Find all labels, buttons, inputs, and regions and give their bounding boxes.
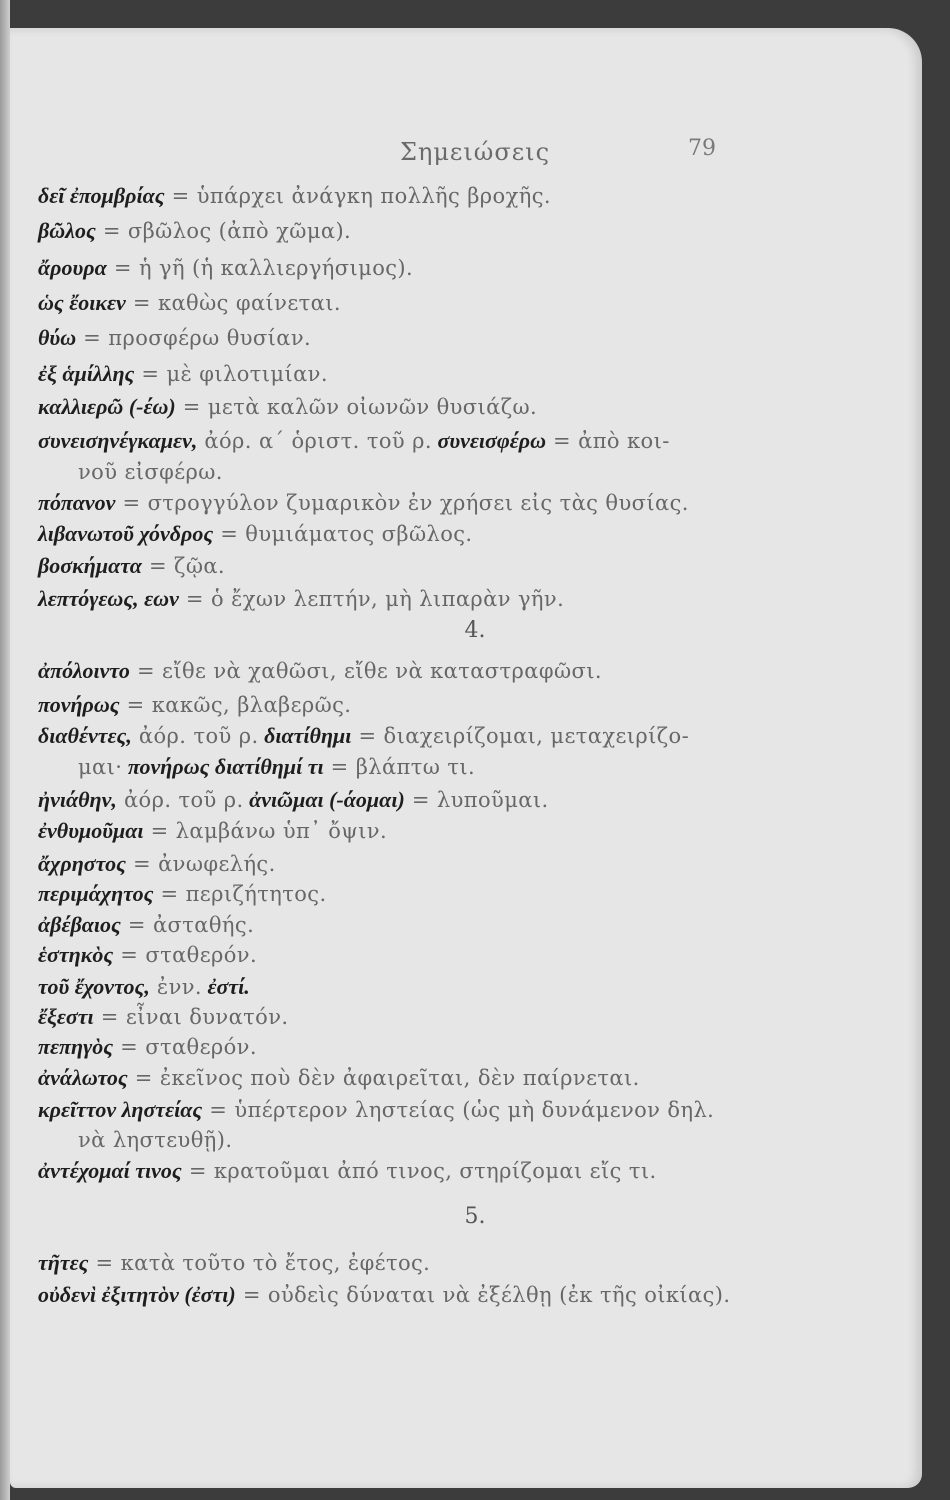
- entry-term: ἠνιάθην,: [38, 787, 117, 812]
- entry-definition: = μὲ φιλοτιμίαν.: [134, 362, 328, 386]
- section-number: 5.: [464, 1204, 486, 1229]
- glossary-entry: [38, 426, 670, 456]
- entry-definition: ἀόρ. α΄ ὁριστ. τοῦ ρ.: [197, 429, 432, 453]
- entry-definition: = διαχειρίζομαι, μεταχειρίζο-: [351, 724, 690, 748]
- entry-continuation: [78, 752, 475, 782]
- entry-definition: = στρογγύλον ζυμαρικὸν ἐν χρήσει εἰς τὰς θυσίας.: [115, 491, 689, 515]
- entry-definition: = οὐδεὶς δύναται νὰ ἐξέλθῃ (ἐκ τῆς οἰκίας).: [235, 1283, 731, 1307]
- entry-definition: = ἐκεῖνος ποὺ δὲν ἀφαιρεῖται, δὲν παίρνεται.: [127, 1066, 640, 1090]
- entry-definition: = ἀπὸ κοι-: [545, 429, 670, 453]
- entry-definition: = σταθερόν.: [113, 943, 258, 967]
- glossary-entry: [38, 1248, 430, 1278]
- glossary-entry: [38, 816, 387, 846]
- glossary-entry: [38, 1156, 657, 1186]
- glossary-entry: [38, 1063, 640, 1093]
- entry-definition: = εἶναι δυνατόν.: [93, 1005, 289, 1029]
- entry-definition: = κρατοῦμαι ἀπό τινος, στηρίζομαι εἴς τι.: [181, 1159, 657, 1183]
- entry-definition: = ἡ γῆ (ἡ καλλιεργήσιμος).: [106, 256, 414, 280]
- glossary-entry: [38, 1032, 257, 1062]
- entry-continuation: [78, 457, 223, 487]
- glossary-entry: [38, 392, 537, 422]
- entry-term: ἄρουρα: [38, 255, 107, 280]
- glossary-entry: [38, 690, 351, 720]
- section-number: 4.: [464, 618, 486, 643]
- glossary-entry: [38, 323, 311, 353]
- glossary-entry: [38, 551, 225, 581]
- glossary-entry: [38, 940, 257, 970]
- entry-definition: = εἴθε νὰ χαθῶσι, εἴθε νὰ καταστραφῶσι.: [129, 659, 602, 683]
- entry-continuation: [78, 1125, 232, 1155]
- entry-term: καλλιερῶ (-έω): [38, 394, 176, 419]
- glossary-entry: [38, 216, 351, 246]
- entry-definition: ἐνν.: [149, 975, 202, 999]
- glossary-entry: [38, 849, 276, 879]
- entry-definition: = προσφέρω θυσίαν.: [76, 326, 312, 350]
- glossary-entry: [38, 253, 413, 283]
- entry-term: θύω: [38, 325, 77, 350]
- glossary-entry: [38, 1095, 714, 1125]
- page-edge-shadow: [0, 0, 10, 1500]
- entry-definition: μαι·: [78, 755, 123, 779]
- entry-definition: = περιζήτητος.: [153, 882, 327, 906]
- glossary-entry: [38, 910, 254, 940]
- entry-definition: νὰ ληστευθῇ).: [78, 1128, 233, 1152]
- glossary-entry: [38, 785, 549, 815]
- entry-term: ἄχρηστος: [38, 851, 126, 876]
- entry-term: λιβανωτοῦ χόνδρος: [38, 521, 214, 546]
- entry-term: κρεῖττον ληστείας: [38, 1097, 203, 1122]
- entry-term: συνεισφέρω: [431, 428, 546, 453]
- entry-term: τῆτες: [38, 1250, 89, 1275]
- entry-term: ἀνιῶμαι (-άομαι): [243, 787, 405, 812]
- entry-term: βῶλος: [38, 218, 96, 243]
- entry-term: πονήρως: [38, 692, 120, 717]
- entry-definition: νοῦ εἰσφέρω.: [78, 460, 223, 484]
- glossary-entry: [38, 584, 564, 614]
- entry-term: πόπανον: [38, 490, 116, 515]
- entry-definition: = λαμβάνω ὑπ᾿ ὄψιν.: [143, 819, 388, 843]
- glossary-entry: [38, 1002, 288, 1032]
- glossary-entry: [38, 879, 327, 909]
- entry-term: ἐνθυμοῦμαι: [38, 818, 144, 843]
- entry-term: ἀντέχομαί τινος: [38, 1158, 182, 1183]
- entry-definition: = μετὰ καλῶν οἰωνῶν θυσιάζω.: [175, 395, 538, 419]
- glossary-entry: [38, 288, 341, 318]
- entry-definition: = ἀνωφελής.: [125, 852, 276, 876]
- entry-definition: = βλάπτω τι.: [323, 755, 476, 779]
- glossary-entry: [38, 1280, 730, 1310]
- entry-term: διατίθημι: [258, 723, 352, 748]
- entry-term: τοῦ ἔχοντος,: [38, 974, 150, 999]
- page-title: Σημειώσεις: [399, 138, 551, 166]
- entry-definition: = ἀσταθής.: [120, 913, 255, 937]
- entry-term: ἑστηκὸς: [38, 942, 114, 967]
- entry-definition: = θυμιάματος σβῶλος.: [213, 522, 473, 546]
- page-number: 79: [688, 136, 716, 161]
- entry-definition: = ὑπάρχει ἀνάγκη πολλῆς βροχῆς.: [164, 184, 551, 208]
- entry-definition: ἀόρ. τοῦ ρ.: [116, 788, 244, 812]
- entry-definition: = ὑπέρτερον ληστείας (ὡς μὴ δυνάμενον δηλ.: [202, 1098, 715, 1122]
- entry-term: συνεισηνέγκαμεν,: [38, 428, 198, 453]
- entry-definition: = σταθερόν.: [113, 1035, 257, 1059]
- entry-term: διαθέντες,: [38, 723, 132, 748]
- entry-term: ἔξεστι: [38, 1004, 94, 1029]
- glossary-entry: [38, 519, 472, 549]
- entry-definition: = ζῷα.: [141, 554, 225, 578]
- glossary-entry: [38, 721, 689, 751]
- glossary-entry: [38, 181, 551, 211]
- entry-term: ἀπόλοιντο: [38, 658, 130, 683]
- entry-definition: = καθὼς φαίνεται.: [125, 291, 341, 315]
- entry-term: ἐξ ἁμίλλης: [38, 361, 135, 386]
- entry-term: δεῖ ἐπομβρίας: [38, 183, 165, 208]
- entry-definition: ἀόρ. τοῦ ρ.: [131, 724, 259, 748]
- entry-term: περιμάχητος: [38, 881, 154, 906]
- entry-definition: = σβῶλος (ἀπὸ χῶμα).: [95, 219, 352, 243]
- entry-term: ἀνάλωτος: [38, 1065, 128, 1090]
- entry-definition: = λυποῦμαι.: [404, 788, 549, 812]
- entry-term: ἐστί.: [201, 974, 250, 999]
- entry-term: βοσκήματα: [38, 553, 142, 578]
- glossary-entry: [38, 488, 689, 518]
- entry-term: ὡς ἔοικεν: [38, 290, 126, 315]
- glossary-entry: [38, 359, 328, 389]
- entry-term: πονήρως διατίθημί τι: [122, 754, 324, 779]
- glossary-entry: [38, 656, 602, 686]
- entry-term: λεπτόγεως, εων: [38, 586, 179, 611]
- entry-definition: = ὁ ἔχων λεπτήν, μὴ λιπαρὰν γῆν.: [178, 587, 565, 611]
- entry-definition: = κακῶς, βλαβερῶς.: [119, 693, 352, 717]
- glossary-entry: [38, 972, 250, 1002]
- entry-term: πεπηγὸς: [38, 1034, 114, 1059]
- entry-term: ἀβέβαιος: [38, 912, 121, 937]
- entry-term: οὐδενὶ ἐξιτητὸν (ἐστι): [38, 1282, 236, 1307]
- entry-definition: = κατὰ τοῦτο τὸ ἔτος, ἐφέτος.: [88, 1251, 431, 1275]
